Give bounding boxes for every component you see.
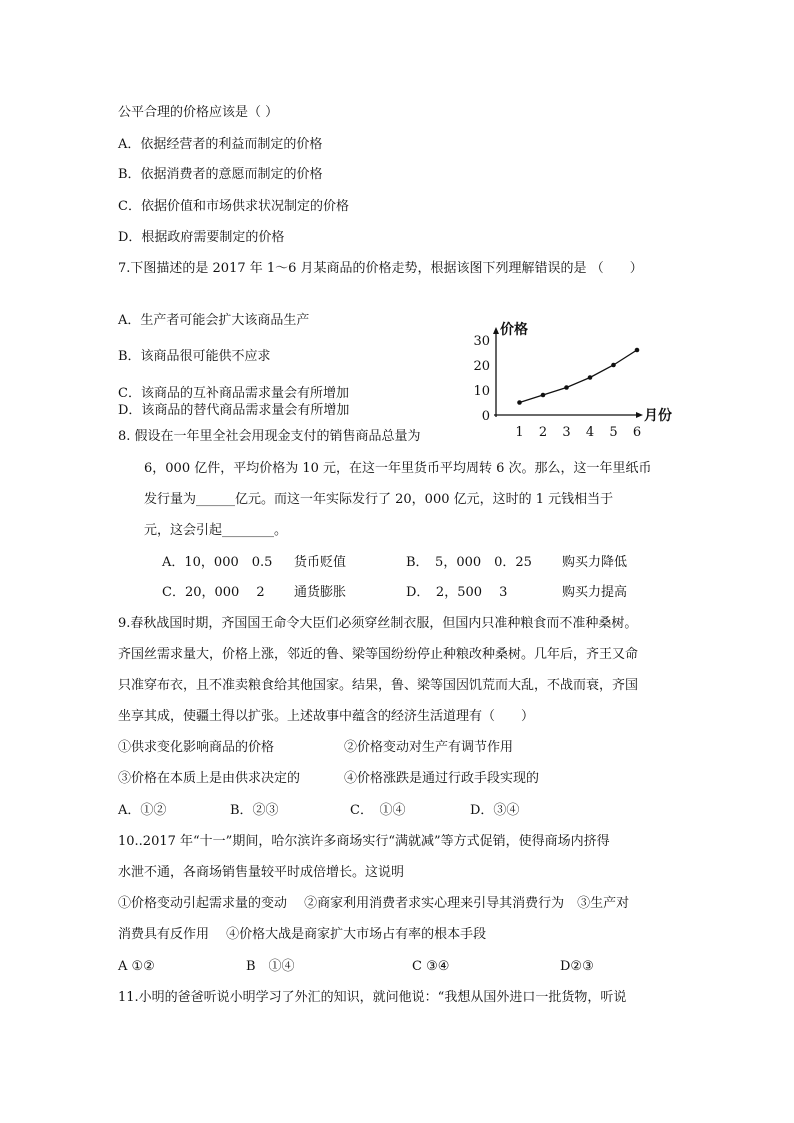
y-axis-title: 价格 — [500, 322, 528, 338]
x-axis-arrow — [636, 412, 643, 418]
question-8-option-b: B． 5，000 0．25 — [406, 555, 532, 570]
x-tick-label: 5 — [609, 425, 618, 440]
question-7-option-d: D．该商品的替代商品需求量会有所增加 — [118, 403, 350, 418]
question-8-option-a: A．10，000 0.5 — [162, 555, 273, 570]
y-tick-label: 30 — [473, 334, 490, 349]
question-10-line-4: 消费具有反作用 ④价格大战是商家扩大市场占有率的根本手段 — [118, 927, 487, 942]
x-tick-label: 2 — [538, 425, 548, 440]
question-8-option-c-effect: 通货膨胀 — [294, 585, 347, 600]
question-7-option-b: B．该商品很可能供不应求 — [118, 349, 271, 364]
question-8-line-1: 8. 假设在一年里全社会用现金支付的销售商品总量为 — [118, 429, 421, 444]
chart-series — [517, 348, 639, 405]
price-line — [520, 350, 638, 403]
question-8-line-2: 6，000 亿件，平均价格为 10 元，在这一年里货币平均周转 6 次。那么，这一年里纸币 — [144, 461, 652, 476]
question-8-option-b-effect: 购买力降低 — [562, 555, 628, 570]
question-10-line-3: ①价格变动引起需求量的变动 ②商家利用消费者求实心理来引导其消费行为 ③生产对 — [118, 896, 630, 911]
data-point — [564, 385, 569, 390]
question-6-option-c: C．依据价值和市场供求状况制定的价格 — [118, 199, 349, 214]
question-10-option-d: D②③ — [560, 959, 594, 974]
data-point — [541, 393, 546, 398]
question-8-option-c: C．20，000 2 — [162, 585, 265, 600]
question-9-option-c: C． ①④ — [350, 803, 406, 818]
question-10-line-2: 水泄不通，各商场销售量较平时成倍增长。这说明 — [118, 865, 405, 880]
question-9-line-3: 只准穿布衣，且不准卖粮食给其他国家。结果，鲁、梁等国因饥荒而大乱，不战而衰，齐国 — [118, 678, 639, 693]
x-tick-label: 1 — [515, 425, 524, 440]
question-6-option-b: B．依据消费者的意愿而制定的价格 — [118, 167, 323, 182]
question-6-option-d: D．根据政府需要制定的价格 — [118, 230, 285, 245]
question-9-line-2: 齐国丝需求量大，价格上涨，邻近的鲁、梁等国纷纷停止种粮改种桑树。几年后，齐王又命 — [118, 647, 639, 662]
question-8-option-d-effect: 购买力提高 — [562, 585, 628, 600]
question-9-line-4: 坐享其成，使疆土得以扩张。上述故事中蕴含的经济生活道理有（ ） — [118, 709, 535, 724]
data-point — [635, 348, 640, 353]
question-8-option-d: D． 2，500 3 — [406, 585, 508, 600]
y-tick-label: 0 — [481, 409, 490, 424]
question-9-option-b: B．②③ — [230, 803, 279, 818]
question-8-option-a-effect: 货币贬值 — [294, 555, 347, 570]
question-9-option-a: A．①② — [118, 803, 167, 818]
x-tick-label: 6 — [632, 425, 642, 440]
y-axis-arrow — [493, 327, 499, 334]
question-10-option-b: B ①④ — [246, 959, 295, 974]
y-tick-label: 20 — [473, 359, 490, 374]
x-tick-label: 3 — [562, 425, 571, 440]
question-11-line-1: 11.小明的爸爸听说小明学习了外汇的知识，就问他说：“我想从国外进口一批货物，听说 — [118, 990, 627, 1005]
question-9-statement-4: ④价格涨跌是通过行政手段实现的 — [344, 771, 540, 786]
y-tick-label: 10 — [473, 384, 490, 399]
data-point — [517, 400, 522, 405]
question-9-line-1: 9.春秋战国时期，齐国国王命令大臣们必须穿丝制衣服，但国内只准种粮食而不准种桑树。 — [118, 616, 638, 631]
question-10-option-c: C ③④ — [412, 959, 450, 974]
data-point — [611, 363, 616, 368]
question-10-line-1: 10..2017 年“十一”期间，哈尔滨许多商场实行“满就减”等方式促销，使得商场内挤得 — [118, 834, 610, 849]
chart-ticks — [473, 334, 641, 440]
x-tick-label: 4 — [585, 425, 595, 440]
question-7-stem: 7.下图描述的是 2017 年 1～6 月某商品的价格走势，根据该图下列理解错误的是 （ ） — [118, 261, 643, 276]
price-trend-chart — [468, 318, 698, 443]
question-8-line-3: 发行量为______亿元。而这一年实际发行了 20，000 亿元，这时的 1 元钱相当于 — [144, 492, 614, 507]
question-9-statement-2: ②价格变动对生产有调节作用 — [344, 740, 514, 755]
question-7-option-c: C．该商品的互补商品需求量会有所增加 — [118, 386, 349, 401]
question-9-statement-1: ①供求变化影响商品的价格 — [118, 740, 275, 755]
data-point — [588, 375, 593, 380]
chart-axes — [493, 321, 672, 424]
question-7-option-a: A．生产者可能会扩大该商品生产 — [118, 313, 310, 328]
question-6-option-a: A．依据经营者的利益而制定的价格 — [118, 137, 323, 152]
question-9-option-d: D．③④ — [470, 803, 520, 818]
x-axis-title: 月份 — [644, 408, 672, 424]
question-9-statement-3: ③价格在本质上是由供求决定的 — [118, 771, 301, 786]
question-10-option-a: A ①② — [118, 959, 155, 974]
question-6-stem: 公平合理的价格应该是（ ） — [118, 105, 279, 120]
question-8-line-4: 元，这会引起________。 — [144, 523, 288, 538]
